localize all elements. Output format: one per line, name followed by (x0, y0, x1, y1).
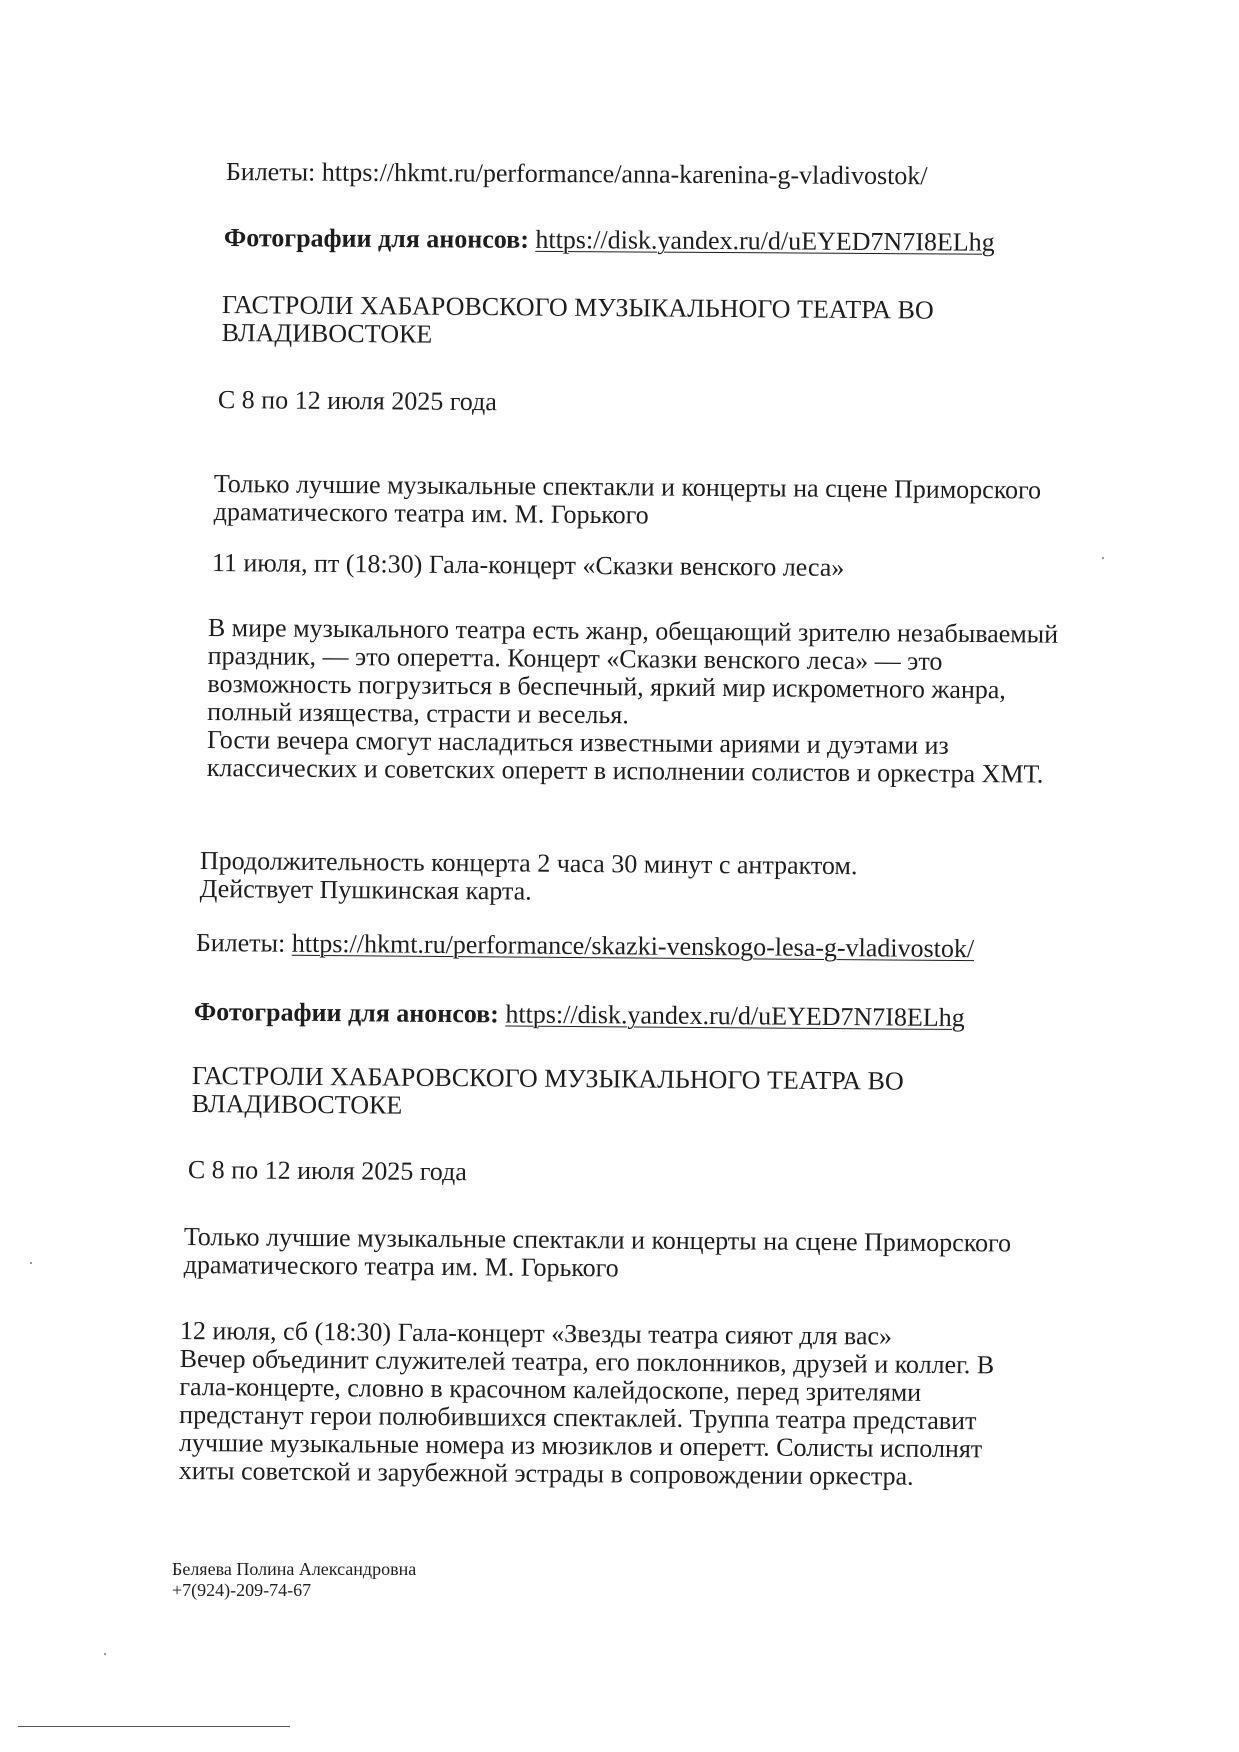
intro-line: Только лучшие музыкальные спектакли и концерты на сцене Приморского (183, 1222, 1012, 1258)
description-line: праздник, — это оперетта. Концерт «Сказки венского леса» — это (207, 640, 943, 676)
event-text: 11 июля, пт (18:30) Гала-концерт «Сказки венского леса» (211, 548, 845, 582)
duration-paragraph-1 (200, 847, 858, 908)
tickets-url[interactable]: https://hkmt.ru/performance/anna-karenina-g-vladivostok/ (321, 157, 928, 191)
tour-heading-2 (192, 1062, 904, 1124)
description-line: гала-концерте, словно в красочном калейдоскопе, перед зрителями (179, 1371, 922, 1407)
description-line: возможность погрузиться в беспечный, яркий мир искрометного жанра, (207, 668, 1006, 705)
dates-text: С 8 по 12 июля 2025 года (217, 385, 497, 417)
duration-line: Продолжительность концерта 2 часа 30 минут с антрактом. (199, 846, 858, 881)
scan-speck (1102, 557, 1104, 559)
tickets-label: Билеты: (225, 157, 316, 187)
tickets-url[interactable]: https://hkmt.ru/performance/skazki-venskogo-lesa-g-vladivostok/ (291, 928, 975, 964)
photos-url[interactable]: https://disk.yandex.ru/d/uEYED7N7I8ELhg (535, 224, 995, 257)
event-title-1 (212, 549, 845, 582)
contact-phone: +7(924)-209-74-67 (172, 1580, 312, 1600)
scan-speck (30, 1262, 32, 1264)
description-line: В мире музыкального театра есть жанр, обещающий зрителю незабываемый (207, 613, 1059, 649)
tickets-label: Билеты: (195, 928, 286, 958)
intro-paragraph-2 (184, 1223, 1012, 1285)
heading-line: ГАСТРОЛИ ХАБАРОВСКОГО МУЗЫКАЛЬНОГО ТЕАТРА ВО (221, 290, 934, 325)
intro-line: драматического театра им. М. Горького (213, 496, 649, 530)
photos-label: Фотографии для анонсов: (193, 997, 499, 1029)
footer-divider (18, 1726, 290, 1727)
dates-text: С 8 по 12 июля 2025 года (187, 1155, 467, 1187)
photos-url[interactable]: https://disk.yandex.ru/d/uEYED7N7I8ELhg (505, 999, 965, 1033)
contact-block (172, 1559, 416, 1601)
description-line: Гости вечера смогут насладиться известными ариями и дуэтами из (206, 724, 949, 760)
event-description-1 (207, 614, 1059, 789)
heading-line: ВЛАДИВОСТОКЕ (221, 317, 433, 349)
scan-speck (104, 1653, 106, 1655)
description-line: предстанут герои полюбившихся спектаклей. Труппа театра представит (179, 1399, 977, 1436)
description-line: полный изящества, страсти и веселья. (207, 696, 629, 730)
description-line: лучшие музыкальные номера из мюзиклов и оперетт. Солисты исполнят (178, 1427, 983, 1464)
tour-dates-1 (218, 386, 497, 416)
heading-line: ВЛАДИВОСТОКЕ (191, 1088, 403, 1120)
photos-line-1 (224, 224, 995, 257)
tour-dates-2 (188, 1156, 467, 1186)
heading-line: ГАСТРОЛИ ХАБАРОВСКОГО МУЗЫКАЛЬНОГО ТЕАТРА ВО (191, 1061, 904, 1096)
event-block-2 (179, 1317, 995, 1491)
tickets-line-1 (226, 158, 928, 190)
contact-name: Беляева Полина Александровна (172, 1559, 417, 1579)
description-line: классических и советских оперетт в исполнении солистов и оркестра ХМТ. (206, 752, 1044, 789)
intro-line: драматического театра им. М. Горького (183, 1249, 619, 1283)
description-line: хиты советской и зарубежной эстрады в сопровождении оркестра. (178, 1455, 914, 1491)
description-line: Вечер объединит служителей театра, его поклонников, друзей и коллег. В (179, 1343, 995, 1380)
photos-label: Фотографии для анонсов: (223, 223, 530, 254)
tour-heading-1 (222, 291, 934, 353)
photos-line-2 (194, 998, 965, 1032)
tickets-line-2 (196, 929, 974, 963)
event-title-line: 12 июля, сб (18:30) Гала-концерт «Звезды театра сияют для вас» (179, 1316, 893, 1351)
intro-line: Только лучшие музыкальные спектакли и концерты на сцене Приморского (213, 469, 1042, 505)
intro-paragraph-1 (214, 470, 1042, 532)
duration-line: Действует Пушкинская карта. (199, 873, 532, 906)
